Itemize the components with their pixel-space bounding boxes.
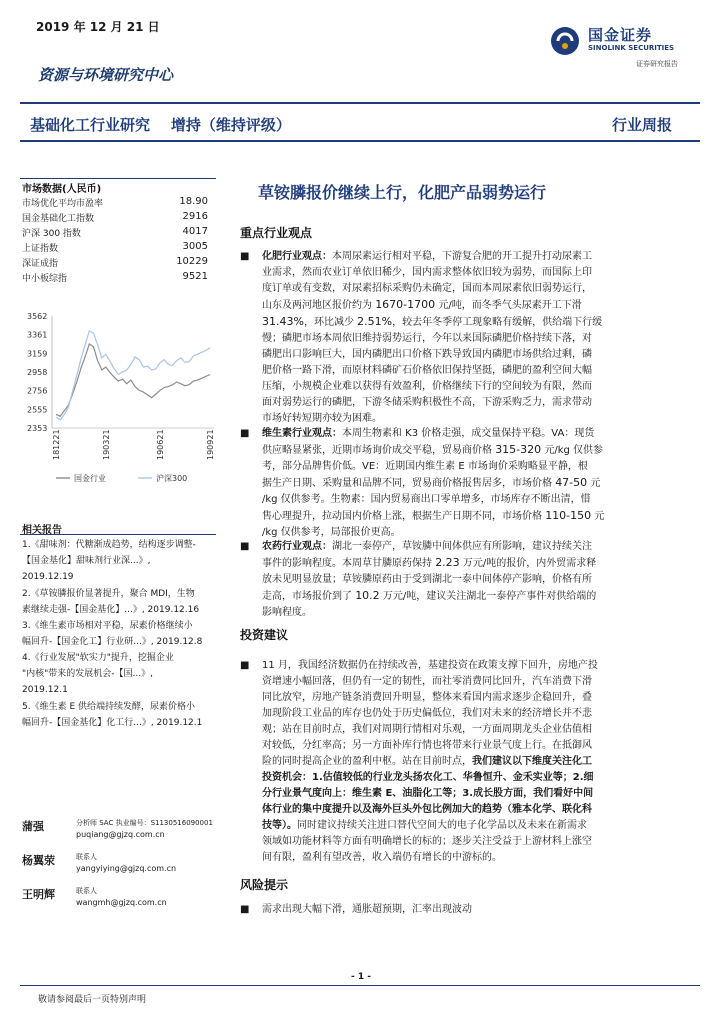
- related-rule: [20, 534, 216, 535]
- market-row: 国金基础化工指数 2916: [22, 211, 208, 224]
- bullet-icon: ■: [240, 660, 250, 671]
- bullet-icon: ■: [240, 428, 250, 439]
- market-row: 市场优化平均市盈率 18.90: [22, 196, 208, 209]
- analyst-name: 杨翼荥: [22, 854, 55, 867]
- bullet-icon: ■: [240, 541, 250, 552]
- x-tick-label: 190621: [156, 429, 166, 460]
- report-type: 行业周报: [612, 116, 673, 134]
- y-tick-label: 2958: [27, 367, 48, 377]
- fertilizer-paragraph: 化肥行业观点：本周尿素运行相对平稳，下游复合肥的开工提升打动尿素工 业需求，然而农业订单依旧稀少，国内需求整体依旧较为弱势，而国际上印 度订单或有变数，对尿素招标采购仍未确定，国而本周尿素依旧弱势运行， 山东及两河地区报价约为 1670-1700 元/吨，而冬季气头尿素开工下滑 31.43%，环比减少 2.51%，较去年冬季停工现象略有缓解，供给端下行缓 慢；磷肥市场本周依旧维持弱势运行，今年以来国际磷肥价格持续下落，对 磷肥出口影响巨大，国内磷肥出口价格下跌导致国内磷肥市场供给过剩，磷 肥价格一路下滑，而原材料磷矿石价格依旧保持坚挺，磷肥的盈利空间大幅 压缩，小规模企业难以获得有效盈利，价格继续下行的空间较为有限，然而 面对弱势运行的磷肥，下游冬储采购积极性不高，下游采购乏力，需求带动 市场好转短期亦较为困难。: [262, 251, 603, 424]
- series-line-industry: [56, 344, 210, 416]
- legend-label: 沪深300: [156, 474, 188, 483]
- x-tick-label: 181221: [52, 429, 61, 460]
- x-tick-label: 190321: [101, 429, 111, 460]
- page-number: - 1 -: [351, 972, 371, 982]
- section-title-key-views: 重点行业观点: [240, 226, 313, 240]
- related-reports-title: 相关报告: [22, 525, 62, 536]
- risk-paragraph: 需求出现大幅下滑，通胀超预期，汇率出现波动: [262, 904, 472, 915]
- y-tick-label: 3562: [27, 312, 48, 321]
- y-tick-label: 3361: [27, 330, 48, 340]
- bullet-icon: ■: [240, 251, 250, 262]
- related-report-item[interactable]: 5.《维生素 E 供给端持续发酵，尿素价格小 幅回升-【国金基化】化工行...》, 2019.12.1: [22, 702, 203, 728]
- market-row: 中小板综指 9521: [22, 271, 208, 284]
- y-tick-label: 3159: [27, 349, 48, 359]
- investment-paragraph: 11 月，我国经济数据仍在持续改善，基建投资在政策支撑下回升，房地产投 资增速小幅回落，但仍有一定的韧性，而社零消费同比回升，汽车消费下滑 同比放窄，房地产链条消费回升明显，整体来看国内需求逐步企稳回升，叠 加现阶段工业品的库存也仍处于历史偏低位，我们对未来的经济增长并不悲 观；站在目前时点，我们对周期行情相对乐观，一方面周期龙头企业估值相 对较低，分红率高；另一方面补库行情也将带来行业景气度上行。在抵御风 险的同时提高企业的盈利中枢。站在目前时点，我们建议以下维度关注化工 投资机会：1.估值较低的行业龙头扬农化工、华鲁恒升、金禾实业等；2.细 分行业景气度向上：维生素 E、油脂化工等；3.成长股方面，我们看好中间 体行业的集中度提升以及海外巨头外包比例加大的趋势（雅本化学、联化科 技等）。同时建议持续关注进口替代空间大的电子化学品以及未来在新需求 领域如功能材料等方面有明确增长的标的；逐步关注受益于上游材料上涨空 间有限，盈利有望改善，收入端仍有增长的中游标的。: [262, 660, 598, 863]
- index-line-chart: [20, 300, 220, 500]
- x-tick-label: 190921: [206, 429, 215, 460]
- section-title-risk: 风险提示: [240, 878, 289, 892]
- analyst-email[interactable]: puqiang@gjzq.com.cn: [76, 830, 165, 839]
- y-tick-label: 2353: [27, 424, 48, 433]
- logo-en: SINOLINK SECURITIES: [588, 44, 675, 52]
- logo-name: 国金证券: [588, 26, 653, 44]
- legend-label: 国金行业: [74, 474, 106, 483]
- sidebar-rule: [20, 178, 216, 179]
- research-center: 资源与环境研究中心: [38, 66, 174, 84]
- footer-disclaimer: 敬请参阅最后一页特别声明: [38, 995, 147, 1005]
- analyst-name: 蒲强: [22, 820, 44, 833]
- analyst-role: 联系人: [76, 853, 97, 861]
- y-tick-label: 2756: [27, 386, 48, 396]
- analyst-email[interactable]: yangyiying@gjzq.com.cn: [76, 864, 177, 873]
- related-report-item[interactable]: 4.《行业发展"软实力"提升，挖掘企业 "内核"带来的发展机会-【国...》, 2019.12.1: [22, 653, 174, 695]
- footer-rule: [20, 985, 700, 986]
- section-title-investment: 投资建议: [240, 628, 289, 642]
- vitamin-paragraph: 维生素行业观点：本周生物素和 K3 价格走强，成交量保持平稳。VA：现货 供应略显紧张，近期市场询价成交平稳，贸易商价格 315-320 元/kg 仅供参 考，部分品牌售价低。VE：近期国内维生素 E 市场询价采购略显平静，根 据生产日期、采购量和品牌不同，贸易商价格报售居多，市场价格 47-50 元 /kg 仅供参考。生物素：国内贸易商出口零单增多，市场库存不断出清，惜 售心理提升，拉动国内价格上涨，根据生产日期不同，市场价格 110-150 元 /kg 仅供参考，局部报价更高。: [262, 428, 605, 538]
- report-title: 草铵膦报价继续上行，化肥产品弱势运行: [258, 183, 547, 202]
- analyst-name: 王明辉: [22, 888, 55, 901]
- market-row: 深证成指 10229: [22, 256, 208, 269]
- market-row: 上证指数 3005: [22, 241, 208, 254]
- y-tick-label: 2555: [27, 405, 48, 415]
- analyst-role: 分析师 SAC 执业编号：S1130516090001: [76, 819, 213, 827]
- industry-rating: 基础化工行业研究 增持（维持评级）: [30, 116, 291, 134]
- logo-subtitle: 证券研究报告: [636, 60, 678, 68]
- related-report-item[interactable]: 1.《甜味剂：代糖渐成趋势，结构逐步调整- 【国金基化】甜味剂行业深...》, 2019.12.19: [22, 540, 196, 582]
- analyst-email[interactable]: wangmh@gjzq.com.cn: [76, 898, 167, 907]
- bullet-icon: ■: [240, 904, 250, 915]
- pesticide-paragraph: 农药行业观点：湖北一泰停产，草铵膦中间体供应有所影响，建议持续关注 事件的影响程度。本周草甘膦原药保持 2.23 万元/吨的报价，内外贸需求释 放未见明显放量；草铵膦原药由于受到湖北一泰中间体停产影响，价格有所 走高，市场报价到了 10.2 万元/吨，建议关注湖北一泰停产事件对供给端的 影响程度。: [262, 541, 597, 618]
- market-data-title: 市场数据(人民币): [22, 184, 102, 195]
- analyst-role: 联系人: [76, 887, 97, 895]
- related-report-item[interactable]: 2.《草铵膦报价显著提升，聚合 MDI，生物 素继续走强-【国金基化】...》, 2019.12.16: [22, 589, 200, 615]
- report-date: 2019 年 12 月 21 日: [36, 20, 160, 34]
- market-row: 沪深 300 指数 4017: [22, 226, 208, 239]
- related-report-item[interactable]: 3.《维生素市场相对平稳，尿素价格继续小 幅回升-【国金化工】行业研...》, 2019.12.8: [22, 621, 203, 647]
